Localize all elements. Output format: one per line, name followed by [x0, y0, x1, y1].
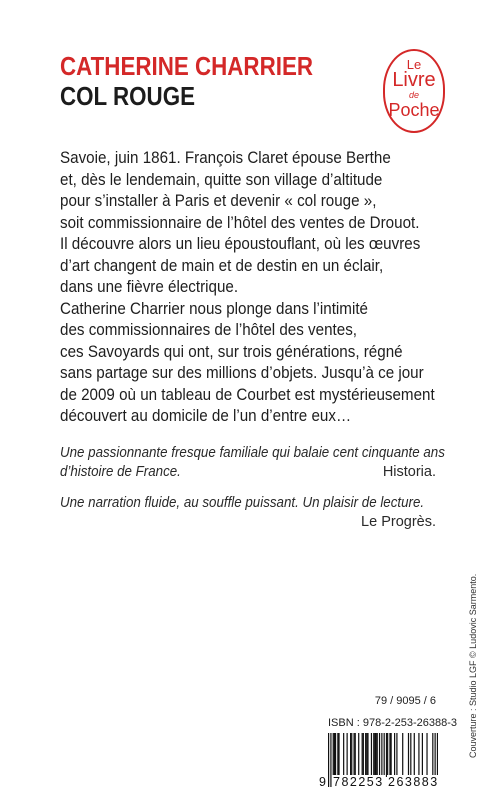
- barcode-bar: [414, 733, 415, 777]
- barcode-bar: [355, 733, 356, 777]
- barcode-bar: [362, 733, 363, 777]
- barcode-bar: [391, 733, 392, 777]
- barcode-bar: [335, 733, 336, 777]
- barcode-bar: [396, 733, 397, 777]
- barcode-bar: [347, 733, 348, 777]
- barcode-bar: [373, 733, 374, 777]
- synopsis-line: pour s’installer à Paris et devenir « col rouge »,: [60, 192, 377, 210]
- barcode-bar: [379, 733, 380, 777]
- barcode-bar: [353, 733, 354, 777]
- synopsis-line: Savoie, juin 1861. François Claret épouse Berthe: [60, 149, 391, 167]
- barcode-bar: [426, 733, 427, 777]
- review-quote-line: Une narration fluide, au souffle puissant. Un plaisir de lecture.: [60, 495, 425, 511]
- barcode-digits: [318, 775, 442, 791]
- review-quote-line: d’histoire de France.: [60, 464, 181, 480]
- barcode-left-digits: 782253: [333, 775, 384, 789]
- book-title: COL ROUGE: [60, 81, 196, 111]
- barcode-lead-digit: 9: [319, 775, 326, 789]
- barcode-bar: [367, 733, 368, 777]
- barcode-bar: [334, 733, 335, 777]
- synopsis-line: découvert au domicile de l’un d’entre eux…: [60, 407, 352, 425]
- synopsis-line: ces Savoyards qui ont, sur trois générations, régné: [60, 342, 403, 361]
- barcode-bar: [418, 733, 419, 777]
- barcode-bar: [333, 733, 334, 777]
- barcode-bar: [374, 733, 375, 777]
- barcode-bar: [422, 733, 423, 777]
- review-quote-line: Une passionnante fresque familiale qui balaie cent cinquante ans: [60, 445, 445, 461]
- review-quote: [60, 494, 460, 513]
- barcode-bar: [338, 733, 339, 777]
- logo-word-le: Le: [406, 57, 422, 72]
- logo-word-livre: Livre: [392, 69, 436, 91]
- synopsis-line: des commissionnaires de l’hôtel des ventes,: [60, 321, 358, 339]
- le-livre-de-poche-logo: [383, 49, 445, 133]
- synopsis: [60, 148, 480, 428]
- barcode-bar: [389, 733, 390, 777]
- barcode-bar: [387, 733, 388, 777]
- synopsis-line: d’art changent de main et de destin en un éclair,: [60, 256, 384, 275]
- logo-word-poche: Poche: [388, 100, 440, 120]
- barcode-bar: [402, 733, 403, 777]
- barcode-bar: [375, 733, 376, 777]
- barcode-bar: [366, 733, 367, 777]
- barcode-bar: [394, 733, 395, 777]
- synopsis-line: et, dès le lendemain, quitte son village d’altitude: [60, 170, 383, 189]
- synopsis-line: Catherine Charrier nous plonge dans l’intimité: [60, 299, 368, 318]
- isbn: ISBN : 978-2-253-26388-3: [328, 717, 458, 729]
- review-source: Historia.: [382, 464, 436, 480]
- logo-word-de: de: [408, 90, 419, 100]
- barcode-bar: [432, 733, 433, 777]
- synopsis-line: soit commissionnaire de l’hôtel des ventes de Drouot.: [60, 213, 420, 232]
- synopsis-line: Il découvre alors un lieu époustouflant, où les œuvres: [60, 235, 421, 253]
- barcode-bar: [408, 733, 409, 777]
- barcode-bar: [386, 733, 387, 777]
- barcode-bar: [350, 733, 351, 777]
- catalog-code: 79 / 9095 / 6: [374, 695, 436, 707]
- barcode-bar: [337, 733, 338, 777]
- barcode-bar: [363, 733, 364, 777]
- barcode-bar: [343, 733, 344, 777]
- barcode-bar: [351, 733, 352, 777]
- synopsis-line: de 2009 où un tableau de Courbet est mystérieusement: [60, 385, 435, 404]
- author-name: CATHERINE CHARRIER: [60, 51, 314, 81]
- barcode-bar: [365, 733, 366, 777]
- barcode-bar: [410, 733, 411, 777]
- barcode-bar: [358, 733, 359, 777]
- synopsis-line: sans partage sur des millions d’objets. Jusqu’à ce jour: [60, 364, 424, 382]
- synopsis-line: dans une fièvre électrique.: [60, 278, 239, 296]
- cover-credit: Couverture : Studio LGF © Ludovic Sarmento.: [468, 573, 478, 758]
- barcode-bar: [371, 733, 372, 777]
- barcode-bar: [377, 733, 378, 777]
- barcode-right-digits: 263883: [388, 775, 439, 789]
- review-source: Le Progrès.: [361, 514, 436, 530]
